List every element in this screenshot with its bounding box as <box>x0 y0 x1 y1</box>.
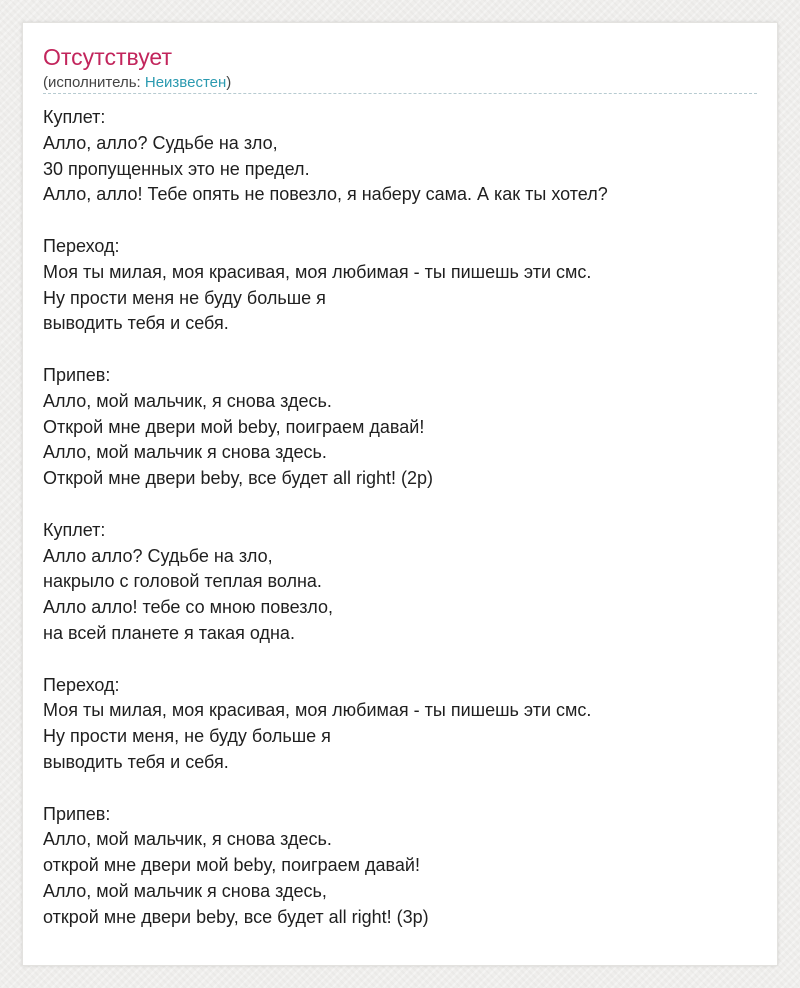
lyric-line: Открой мне двери beby, все будет all right! (2р) <box>43 468 434 489</box>
lyric-line: выводить тебя и себя. <box>43 751 229 772</box>
lyric-line: Алло, мой мальчик, я снова здесь. <box>43 390 332 411</box>
lyric-line: Ну прости меня, не буду больше я <box>43 726 331 747</box>
lyrics-stanza <box>43 802 759 931</box>
lyric-line: открой мне двери beby, все будет all right! (3р) <box>43 906 429 927</box>
lyric-line: Алло, алло? Судьбе на зло, <box>43 132 278 153</box>
artist-link[interactable]: Неизвестен <box>144 74 227 91</box>
lyric-line: Открой мне двери мой beby, поиграем давай! <box>43 416 425 437</box>
stanza-heading: Припев: <box>43 803 111 824</box>
lyric-line: открой мне двери мой beby, поиграем давай! <box>43 855 420 876</box>
lyrics-stanza <box>43 234 759 337</box>
stanza-heading: Куплет: <box>43 107 106 127</box>
header-divider <box>43 93 757 94</box>
lyric-line: Ну прости меня не буду больше я <box>43 287 326 308</box>
lyrics-stanza <box>43 105 759 208</box>
lyric-line: выводить тебя и себя. <box>43 313 229 334</box>
song-title: Отсутствует <box>43 44 172 70</box>
lyrics-card <box>22 22 778 966</box>
stanza-heading: Куплет: <box>43 519 106 540</box>
lyric-line: на всей планете я такая одна. <box>43 622 295 643</box>
lyric-line: Алло алло! тебе со мною повезло, <box>43 597 333 618</box>
stanza-heading: Припев: <box>43 364 111 385</box>
lyrics-stanza <box>43 518 759 647</box>
stanza-heading: Переход: <box>43 235 120 256</box>
lyric-line: Алло, алло! Тебе опять не повезло, я наберу сама. А как ты хотел? <box>43 184 608 205</box>
lyric-line: Моя ты милая, моя красивая, моя любимая - ты пишешь эти смс. <box>43 261 592 282</box>
artist-suffix: ) <box>226 74 232 91</box>
stanza-heading: Переход: <box>43 674 120 695</box>
lyrics-stanza <box>43 673 759 776</box>
lyrics-stanza <box>43 363 759 492</box>
lyrics-body <box>43 105 759 931</box>
lyric-line: накрыло с головой теплая волна. <box>43 571 322 592</box>
lyric-line: Алло, мой мальчик я снова здесь. <box>43 442 327 463</box>
lyric-line: Алло, мой мальчик я снова здесь, <box>43 880 327 901</box>
lyric-line: 30 пропущенных это не предел. <box>43 158 310 179</box>
artist-line <box>43 73 231 93</box>
lyric-line: Алло алло? Судьбе на зло, <box>43 545 273 566</box>
lyric-line: Алло, мой мальчик, я снова здесь. <box>43 829 332 850</box>
artist-prefix: (исполнитель: <box>43 74 145 91</box>
lyric-line: Моя ты милая, моя красивая, моя любимая - ты пишешь эти смс. <box>43 700 592 721</box>
